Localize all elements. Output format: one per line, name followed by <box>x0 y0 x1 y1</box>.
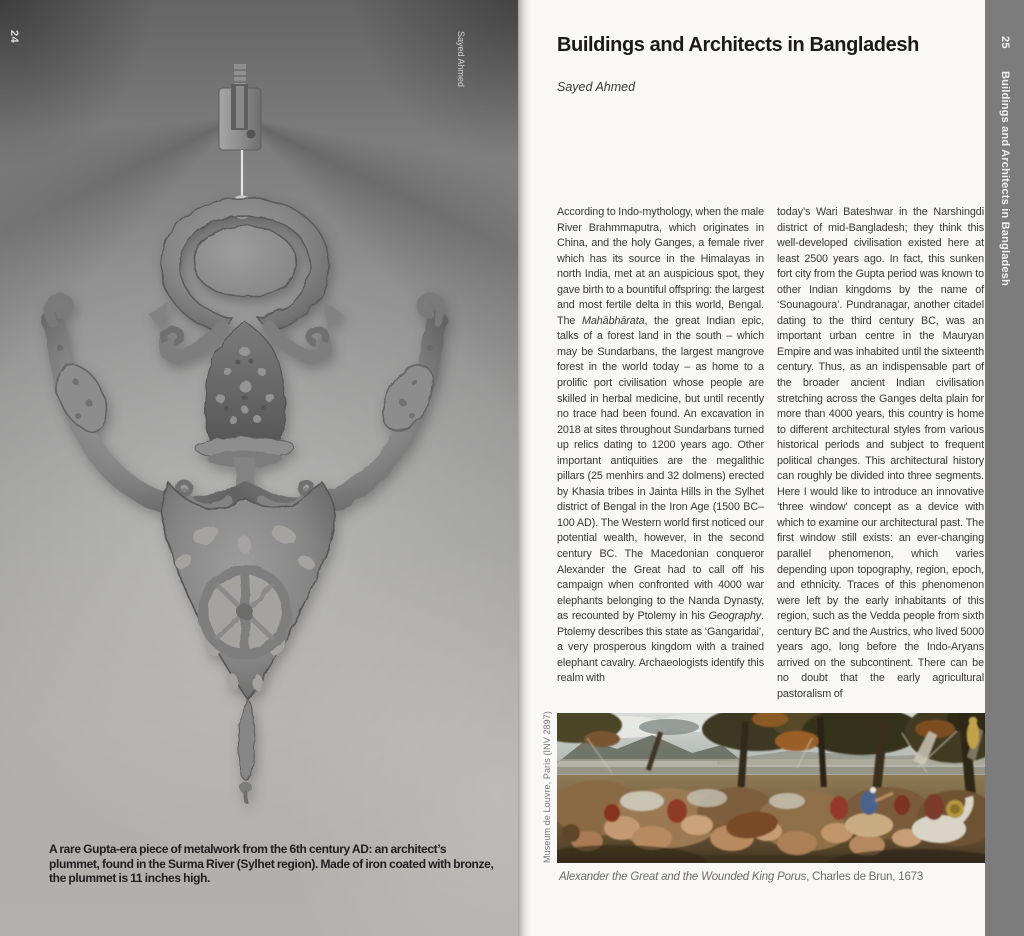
body-column-2: today’s Wari Bateshwar in the Narshingdi district of mid-Bangladesh; they think this well-developed civilisation existed here at least 2500 years ago. In fact, this sunken fort city from the Gupta period was known to other Indian kingdoms by the name of ‘Sounagoura’. Pundranagar, another citadel dating to the third century BC, was an important urban centre in the Mauryan Empire and was inhabited until the sixteenth century. Thus, as an indispensable part of the broader ancient Indian civilisation stretching across the Ganges delta plain for more than 4000 years, this country is home to different architectural styles from various historical periods and subject to frequent political changes. This architectural history can roughly be divided into three segments. Here I would like to introduce an innovative ‘three window’ concept as a device with which to examine our architectural past. The first window still exists: an ever-changing parallel phenomenon, which varies depending upon topography, region, epoch, and ethnicity. Traces of this phenomenon were left by the early inhabitants of this region, such as the Vedda people from sixth century BC and the Austrics, who lived 5000 years ago, long before the Indo-Aryans arrived on the subcontinent. There can be no doubt that the early agricultural pastoralism of <box>777 206 984 700</box>
plummet-body <box>47 198 444 801</box>
margin-tab-label: Buildings and Architects in Bangladesh <box>999 70 1011 286</box>
body-column-1: According to Indo-mythology, when the male River Brahmmaputra, which originates in China, and the holy Ganges, a female river which has its source in the Himalayas in north India, met at an auspicious spot, they gave birth to a bountiful offspring: the largest and most fertile delta in this world, Bengal. The Mahābhārata, the great Indian epic, talks of a forest land in the south – which may be Sundarbans, the largest mangrove forest in the world today – as home to a prolific port civilisation whose people are skilled in herbal medicine, but until recently no trace had been found. An excavation in 2018 at sites throughout Sundarbans turned up relics dating to 1200 years ago. Other important antiquities are the megalithic pillars (25 menhirs and 32 dolmens) erected by Khasia tribes in Jainta Hills in the Sylhet district of Bengal in the Iron Age (1500 BC–100 AD). The Western world first noticed our potential wealth, however, in the second century BC. The Macedonian conqueror Alexander the Great had to call off his campaign when confronted with 4000 war elephants belonging to the Nanda Dynasty, as recounted by Ptolemy in his Geography. Ptolemy describes this state as ‘Gangaridai’, a very prosperous kingdom with a trained elephant cavalry. Archaeologists identify this realm with <box>557 206 764 685</box>
photo-credit-vertical: Sayed Ahmed <box>456 31 466 88</box>
author-byline: Sayed Ahmed <box>557 80 636 94</box>
figure-caption-credit: , Charles de Brun, 1673 <box>806 871 924 883</box>
photo-caption: A rare Gupta-era piece of metalwork from the 6th century AD: an architect’s plummet, found in the Surma River (Sylhet region). Made of iron coated with bronze, the plummet is 11 inches high. <box>49 842 494 886</box>
figure-caption <box>559 871 985 883</box>
margin-tab-text <box>985 0 1024 936</box>
left-page-number: 24 <box>8 30 20 44</box>
figure-caption-title: Alexander the Great and the Wounded King Porus <box>559 871 807 883</box>
margin-tab-bar <box>985 0 1024 936</box>
article-title: Buildings and Architects in Bangladesh <box>557 34 919 56</box>
figure-credit-vertical: Museum de Louvre, Paris (INV 2897) <box>542 711 552 863</box>
right-page-number: 25 <box>999 36 1011 49</box>
right-page-article <box>532 0 985 936</box>
painting-alexander-and-porus <box>557 713 985 863</box>
ceiling-mount <box>219 64 261 217</box>
painting-figure <box>542 711 985 883</box>
page-gutter <box>518 0 532 936</box>
body-columns <box>557 205 985 705</box>
